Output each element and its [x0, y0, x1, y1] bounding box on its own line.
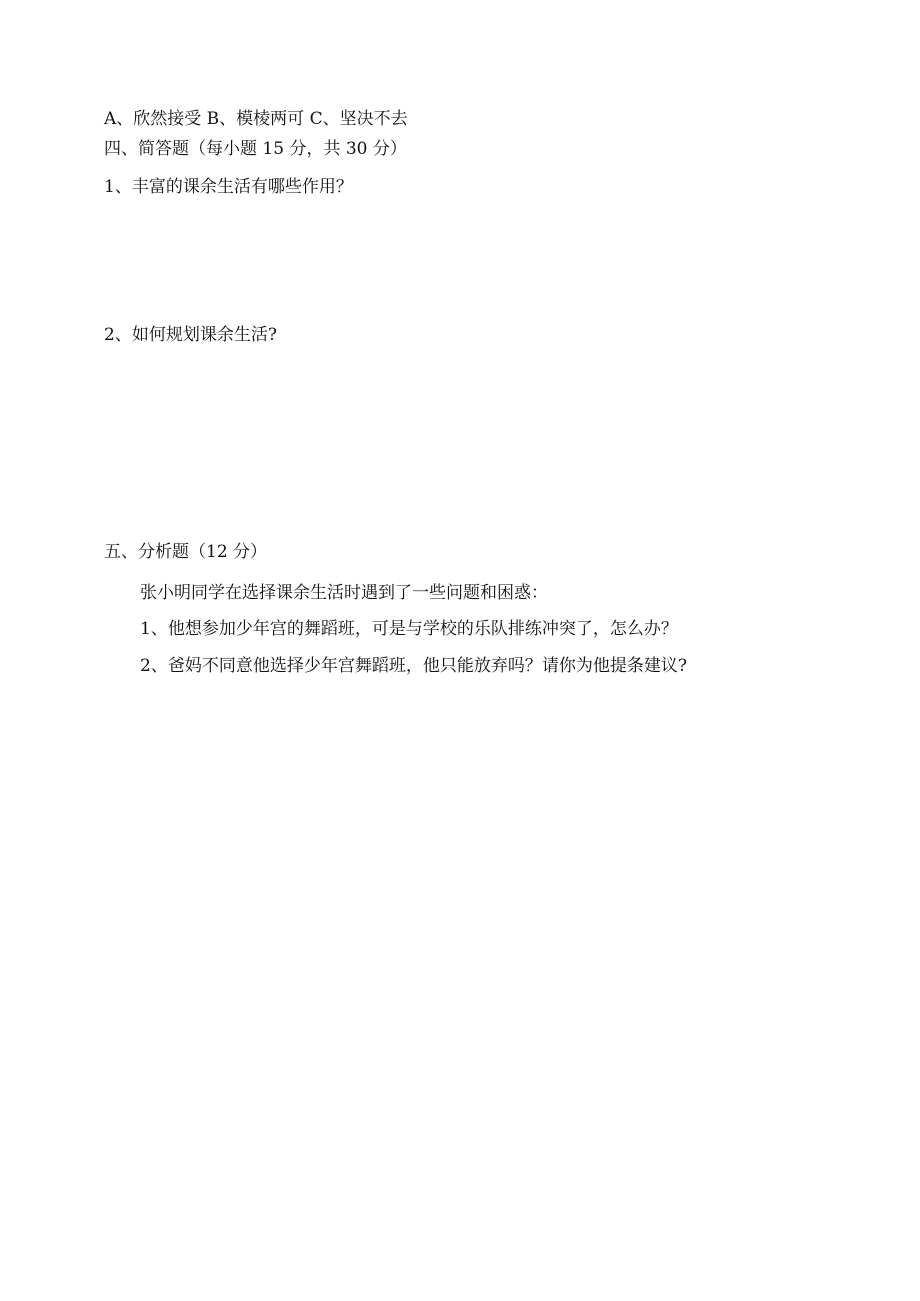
short-answer-question-1: 1、丰富的课余生活有哪些作用？ [104, 177, 353, 197]
analysis-sub-question-2: 2、爸妈不同意他选择少年宫舞蹈班，他只能放弃吗？请你为他提条建议? [140, 656, 687, 676]
analysis-sub-question-1: 1、他想参加少年宫的舞蹈班，可是与学校的乐队排练冲突了，怎么办？ [140, 619, 678, 639]
analysis-intro: 张小明同学在选择课余生活时遇到了一些问题和困惑： [140, 583, 548, 603]
section-5-heading: 五、分析题（12 分） [104, 542, 268, 562]
section-4-heading: 四、简答题（每小题 15 分，共 30 分） [104, 139, 407, 159]
choice-options-line: A、欣然接受 B、模棱两可 C、坚决不去 [104, 109, 408, 129]
short-answer-question-2: 2、如何规划课余生活? [104, 325, 277, 345]
